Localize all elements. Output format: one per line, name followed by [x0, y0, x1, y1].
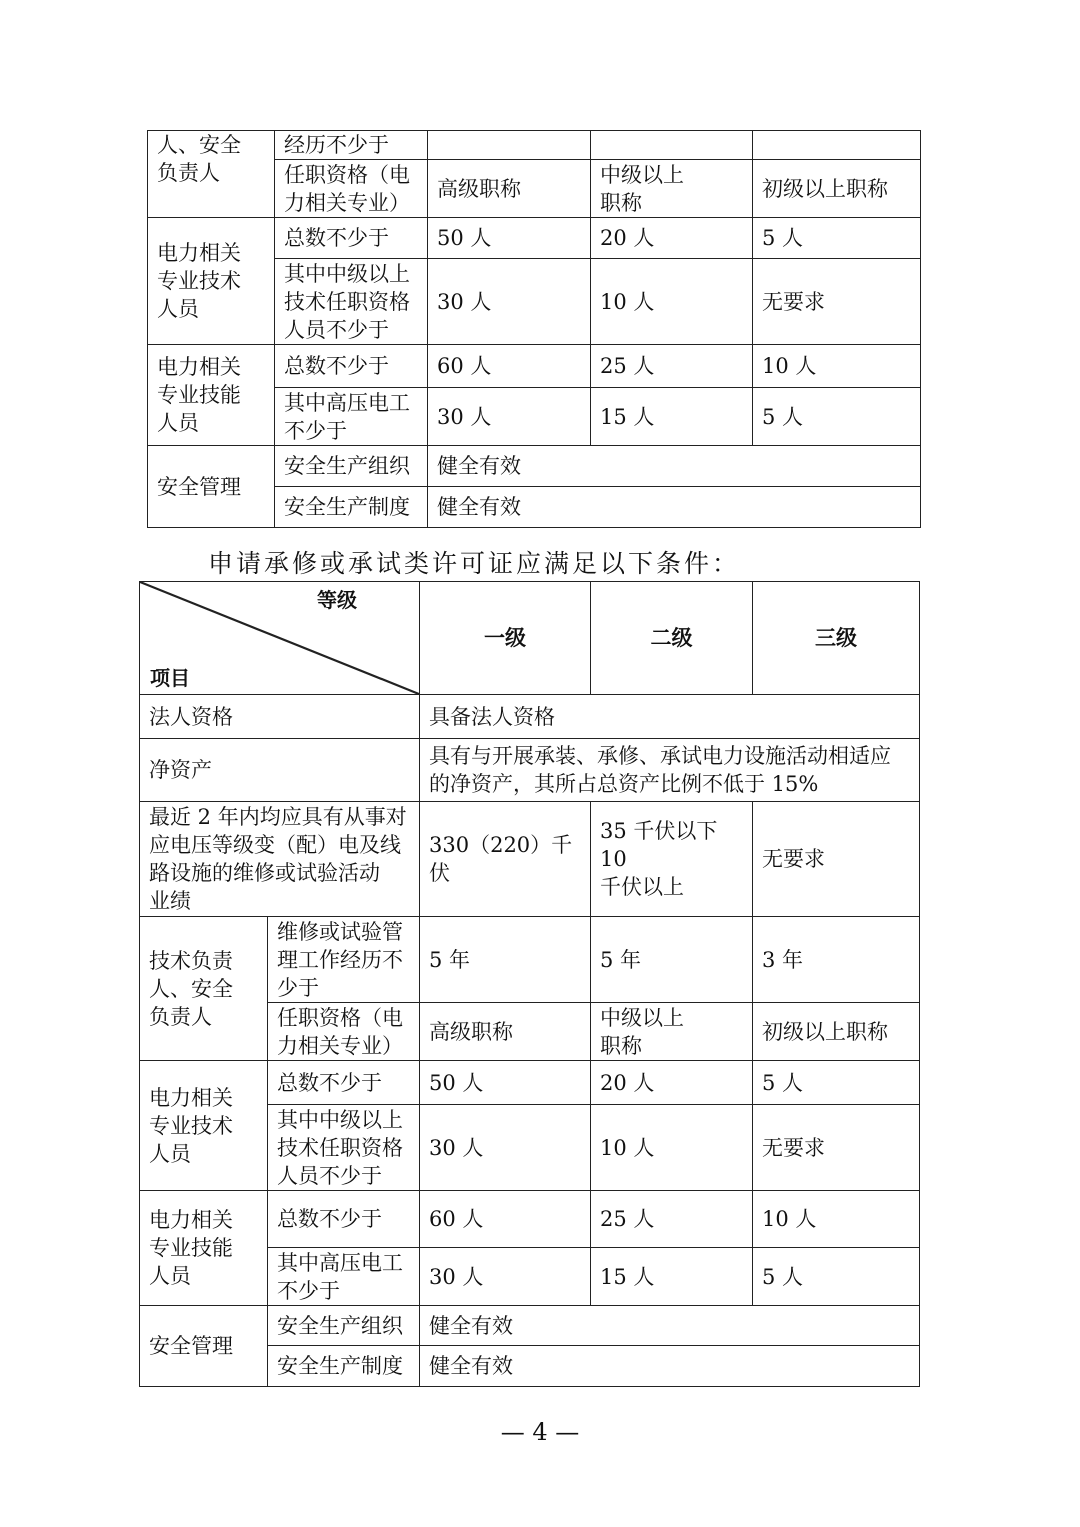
cell-level2: 5 年 [591, 917, 753, 1003]
cell-level2: 10 人 [591, 259, 753, 345]
cell-level1: 5 年 [420, 917, 591, 1003]
cell-level3: 初级以上职称 [753, 1003, 920, 1061]
cell-level1: 50 人 [428, 218, 591, 259]
cell-safety-rules-value: 健全有效 [428, 487, 921, 528]
cell-level2: 25 人 [591, 345, 753, 388]
value-legal-person: 具备法人资格 [420, 695, 920, 739]
cell-level3: 无要求 [753, 802, 920, 917]
category-tech-safety-lead: 人、安全 负责人 [148, 131, 275, 218]
label-net-assets: 净资产 [140, 739, 420, 802]
cell-level1: 60 人 [428, 345, 591, 388]
header-level1: 一级 [420, 582, 591, 695]
cell-safety-org-value: 健全有效 [420, 1306, 920, 1346]
cell-safety-org-value: 健全有效 [428, 446, 921, 487]
page-number: — 4 — [500, 1418, 580, 1446]
category-skilled-staff: 电力相关 专业技能 人员 [148, 345, 275, 446]
item-total: 总数不少于 [275, 345, 428, 388]
header-level3: 三级 [753, 582, 920, 695]
cell-level2: 中级以上 职称 [591, 160, 753, 218]
cell-level3: 5 人 [753, 388, 921, 446]
category-technical-staff: 电力相关 专业技术 人员 [140, 1061, 268, 1191]
cell-level1: 30 人 [428, 388, 591, 446]
cell-level2: 10 人 [591, 1105, 753, 1191]
cell-level2: 中级以上 职称 [591, 1003, 753, 1061]
header-grade-label: 等级 [317, 588, 357, 612]
header-item-label: 项目 [150, 666, 190, 690]
label-legal-person: 法人资格 [140, 695, 420, 739]
label-performance: 最近 2 年内均应具有从事对 应电压等级变（配）电及线 路设施的维修或试验活动 业绩 [140, 802, 420, 917]
cell-level3 [753, 131, 921, 160]
item-safety-rules: 安全生产制度 [275, 487, 428, 528]
cell-level2: 35 千伏以下 10 千伏以上 [591, 802, 753, 917]
cell-level3: 5 人 [753, 218, 921, 259]
cell-level1: 高级职称 [428, 160, 591, 218]
cell-level1: 60 人 [420, 1191, 591, 1248]
cell-level1: 30 人 [428, 259, 591, 345]
cell-level3: 5 人 [753, 1248, 920, 1306]
cell-level3: 无要求 [753, 259, 921, 345]
cell-level1: 30 人 [420, 1248, 591, 1306]
cell-level3: 初级以上职称 [753, 160, 921, 218]
item-experience: 经历不少于 [275, 131, 428, 160]
cell-level2 [591, 131, 753, 160]
table-continued [147, 130, 921, 528]
cell-level2: 25 人 [591, 1191, 753, 1248]
cell-level1 [428, 131, 591, 160]
header-level2: 二级 [591, 582, 753, 695]
cell-level1: 330（220）千伏 [420, 802, 591, 917]
section-heading: 申请承修或承试类许可证应满足以下条件： [208, 549, 741, 578]
category-safety-management: 安全管理 [148, 446, 275, 528]
cell-level3: 5 人 [753, 1061, 920, 1105]
item-hv-electrician: 其中高压电工 不少于 [268, 1248, 420, 1306]
cell-level1: 30 人 [420, 1105, 591, 1191]
item-safety-org: 安全生产组织 [275, 446, 428, 487]
item-qualification: 任职资格（电 力相关专业） [275, 160, 428, 218]
cell-level2: 20 人 [591, 1061, 753, 1105]
item-total: 总数不少于 [268, 1061, 420, 1105]
category-tech-safety-lead: 技术负责 人、安全 负责人 [140, 917, 268, 1061]
item-qualification: 任职资格（电 力相关专业） [268, 1003, 420, 1061]
category-safety-management: 安全管理 [140, 1306, 268, 1387]
table-repair-test-license [139, 581, 920, 1387]
item-intermediate: 其中中级以上 技术任职资格 人员不少于 [268, 1105, 420, 1191]
item-total: 总数不少于 [268, 1191, 420, 1248]
cell-level1: 50 人 [420, 1061, 591, 1105]
cell-level3: 10 人 [753, 1191, 920, 1248]
category-skilled-staff: 电力相关 专业技能 人员 [140, 1191, 268, 1306]
item-hv-electrician: 其中高压电工 不少于 [275, 388, 428, 446]
cell-level3: 10 人 [753, 345, 921, 388]
item-experience: 维修或试验管 理工作经历不 少于 [268, 917, 420, 1003]
item-safety-rules: 安全生产制度 [268, 1346, 420, 1387]
value-net-assets: 具有与开展承装、承修、承试电力设施活动相适应 的净资产，其所占总资产比例不低于 15% [420, 739, 920, 802]
item-intermediate: 其中中级以上 技术任职资格 人员不少于 [275, 259, 428, 345]
item-total: 总数不少于 [275, 218, 428, 259]
header-diagonal-cell [140, 582, 420, 695]
category-technical-staff: 电力相关 专业技术 人员 [148, 218, 275, 345]
cell-level2: 15 人 [591, 1248, 753, 1306]
cell-safety-rules-value: 健全有效 [420, 1346, 920, 1387]
item-safety-org: 安全生产组织 [268, 1306, 420, 1346]
cell-level3: 无要求 [753, 1105, 920, 1191]
cell-level3: 3 年 [753, 917, 920, 1003]
cell-level2: 20 人 [591, 218, 753, 259]
cell-level1: 高级职称 [420, 1003, 591, 1061]
cell-level2: 15 人 [591, 388, 753, 446]
